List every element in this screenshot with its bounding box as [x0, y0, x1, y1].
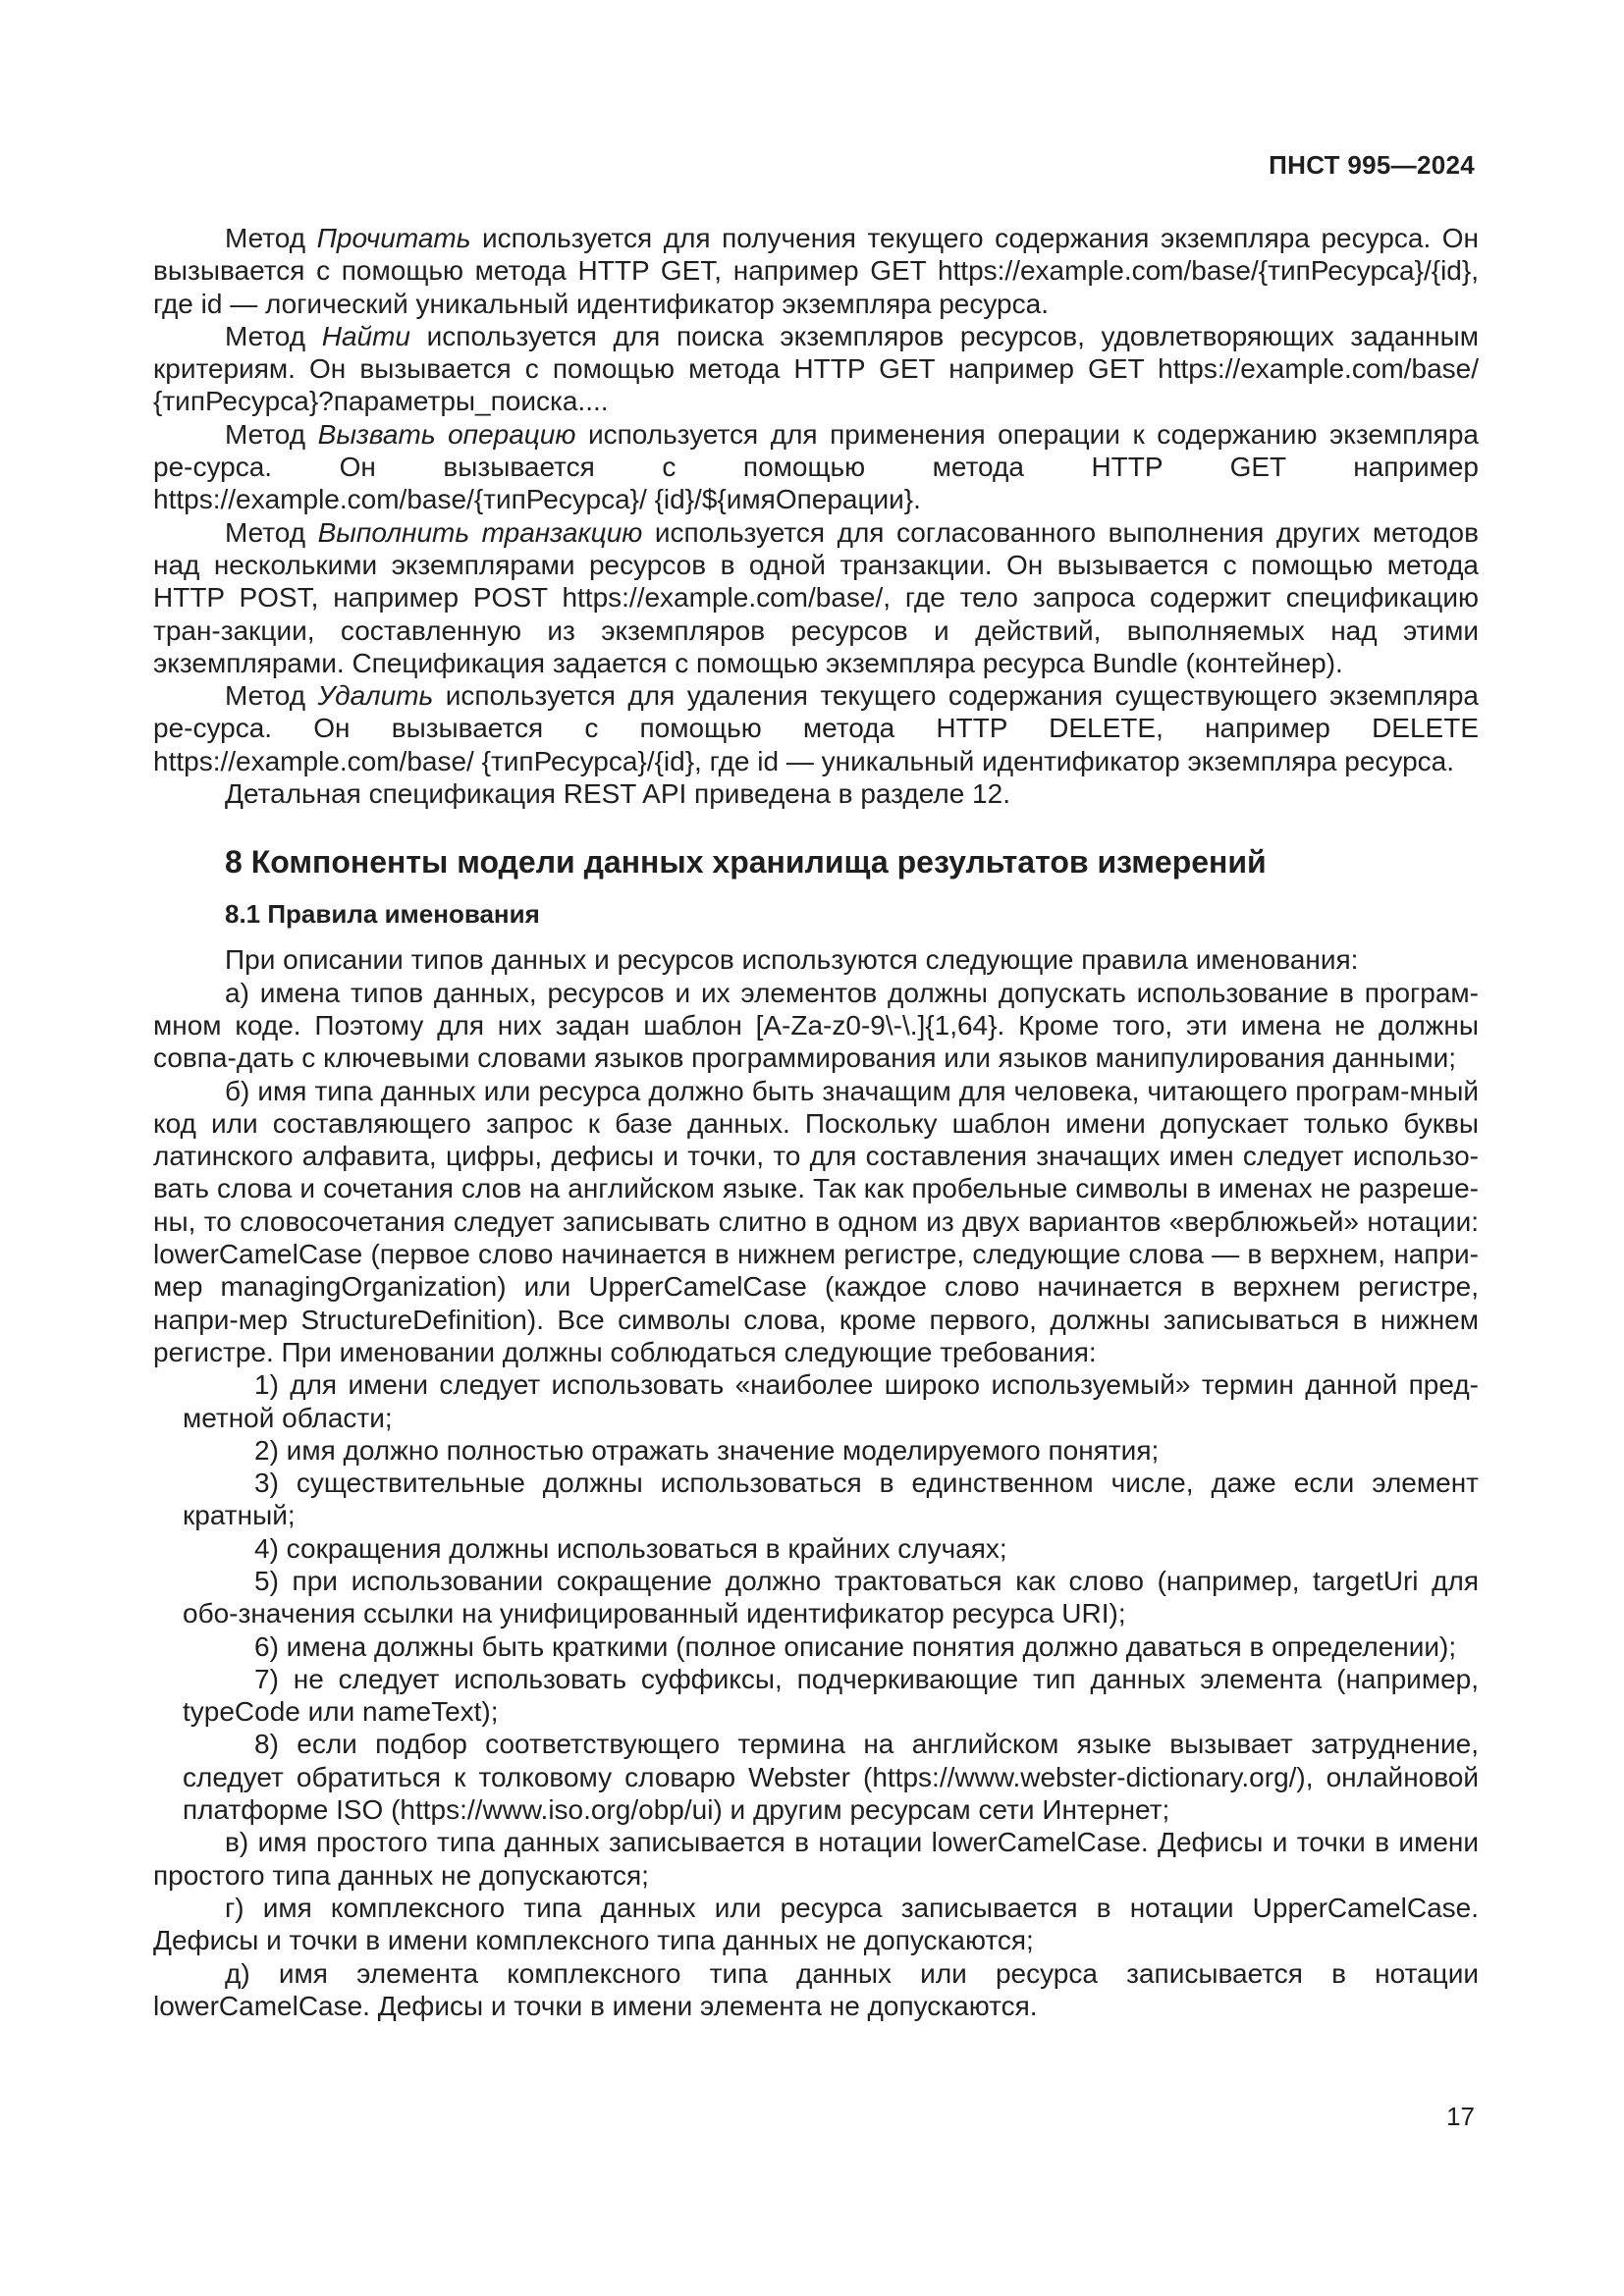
- naming-requirement-3: 3) существительные должны использоваться в единственном числе, даже если элемент кратный;: [183, 1468, 1479, 1531]
- method-name: Прочитать: [316, 223, 471, 253]
- section-title: 8 Компоненты модели данных хранилища результатов измерений: [225, 844, 1267, 881]
- naming-rule-a: а) имена типов данных, ресурсов и их элементов должны допускать использование в програм-мном коде. Поэтому для них задан шаблон [A-Za-z0-9\-\.]{1,64}. Кроме того, эти имена не должны совпа-дать с ключевыми словами языков программирования или языков манипулирования данными;: [153, 977, 1479, 1074]
- paragraph-invoke-operation-method: Метод Вызвать операцию используется для применения операции к содержанию экземпляра ре-сурса. Он вызывается с помощью метода HTTP GET например https://example.com/base/{типРесурса}/ {id}/${имяОперации}.: [153, 418, 1479, 515]
- method-name: Выполнить транзакцию: [317, 516, 643, 548]
- method-name: Найти: [321, 320, 410, 351]
- naming-requirement-1: 1) для имени следует использовать «наиболее широко используемый» термин данной пред-метной области;: [183, 1369, 1479, 1433]
- naming-requirement-5: 5) при использовании сокращение должно трактоваться как слово (например, targetUri для обо-значения ссылки на унифицированный идентификатор ресурса URI);: [183, 1565, 1479, 1629]
- naming-requirement-7: 7) не следует использовать суффиксы, подчеркивающие тип данных элемента (например, typeCode или nameText);: [183, 1663, 1479, 1728]
- naming-rule-d: г) имя комплексного типа данных или ресурса записывается в нотации UpperCamelCase. Дефисы и точки в имени комплексного типа данных не допускаются;: [153, 1892, 1479, 1956]
- naming-rule-c: в) имя простого типа данных записывается в нотации lowerCamelCase. Дефисы и точки в имени простого типа данных не допускаются;: [153, 1827, 1479, 1891]
- paragraph-delete-method: Метод Удалить используется для удаления текущего содержания существующего экземпляра ре-сурса. Он вызывается с помощью метода HTTP DELETE, например DELETE https://example.com/base/ {типРесурса}/{id}, где id — уникальный идентификатор экземпляра ресурса.: [153, 680, 1479, 776]
- naming-rule-b: б) имя типа данных или ресурса должно быть значащим для человека, читающего програм-мный код или составляющего запрос к базе данных. Поскольку шаблон имени допускает только буквы латинского алфавита, цифры, дефисы и точки, то для составления значащих имен следует использо-вать слова и сочетания слов на английском языке. Так как пробельные символы в именах не разреше-ны, то словосочетания следует записывать слитно в одном из двух вариантов «верблюжьей» нотации: lowerCamelCase (первое слово начинается в нижнем регистре, следующие слова — в верхнем, напри-мер managingOrganization) или UpperCamelCase (каждое слово начинается в верхнем регистре, напри-мер StructureDefinition). Все символы слова, кроме первого, должны записываться в нижнем регистре. При именовании должны соблюдаться следующие требования:: [153, 1075, 1479, 1367]
- paragraph-transaction-method: Метод Выполнить транзакцию используется для согласованного выполнения других методов над несколькими экземплярами ресурсов в одной транзакции. Он вызывается с помощью метода HTTP POST, например POST https://example.com/base/, где тело запроса содержит спецификацию тран-закции, составленную из экземпляров ресурсов и действий, выполняемых над этими экземплярами. Спецификация задается с помощью экземпляра ресурса Bundle (контейнер).: [153, 516, 1480, 678]
- method-name: Удалить: [317, 680, 434, 712]
- naming-requirement-8: 8) если подбор соответствующего термина на английском языке вызывает затруднение, следует обратиться к толковому словарю Webster (https://www.webster-dictionary.org/), онлайновой платформе ISO (https://www.iso.org/obp/ui) и другим ресурсам сети Интернет;: [183, 1729, 1479, 1826]
- paragraph-rest-api-reference: Детальная спецификация REST API приведена в разделе 12.: [225, 778, 1010, 810]
- method-name: Вызвать операцию: [317, 418, 576, 450]
- subsection-title: 8.1 Правила именования: [225, 899, 540, 930]
- document-code: ПНСТ 995—2024: [1269, 150, 1475, 180]
- document-body: [153, 222, 1479, 2022]
- naming-rules-intro: При описании типов данных и ресурсов используются следующие правила именования:: [225, 944, 1359, 976]
- naming-rule-e: д) имя элемента комплексного типа данных или ресурса записывается в нотации lowerCamelCase. Дефисы и точки в имени элемента не допускаются.: [153, 1957, 1479, 2021]
- paragraph-find-method: Метод Найти используется для поиска экземпляров ресурсов, удовлетворяющих заданным критериям. Он вызывается с помощью метода HTTP GET например GET https://example.com/base/ {типРесурса}?параметры_поиска....: [153, 320, 1479, 417]
- naming-requirement-2: 2) имя должно полностью отражать значение моделируемого понятия;: [254, 1434, 1160, 1466]
- naming-requirement-6: 6) имена должны быть краткими (полное описание понятия должно даваться в определении);: [254, 1630, 1457, 1662]
- page-number: 17: [1446, 2102, 1475, 2131]
- paragraph-read-method: Метод Прочитать используется для получения текущего содержания экземпляра ресурса. Он вызывается с помощью метода HTTP GET, например GET https://example.com/base/{типРесурса}/{id}, где id — логический уникальный идентификатор экземпляра ресурса.: [153, 223, 1479, 319]
- naming-requirement-4: 4) сокращения должны использоваться в крайних случаях;: [254, 1532, 1007, 1564]
